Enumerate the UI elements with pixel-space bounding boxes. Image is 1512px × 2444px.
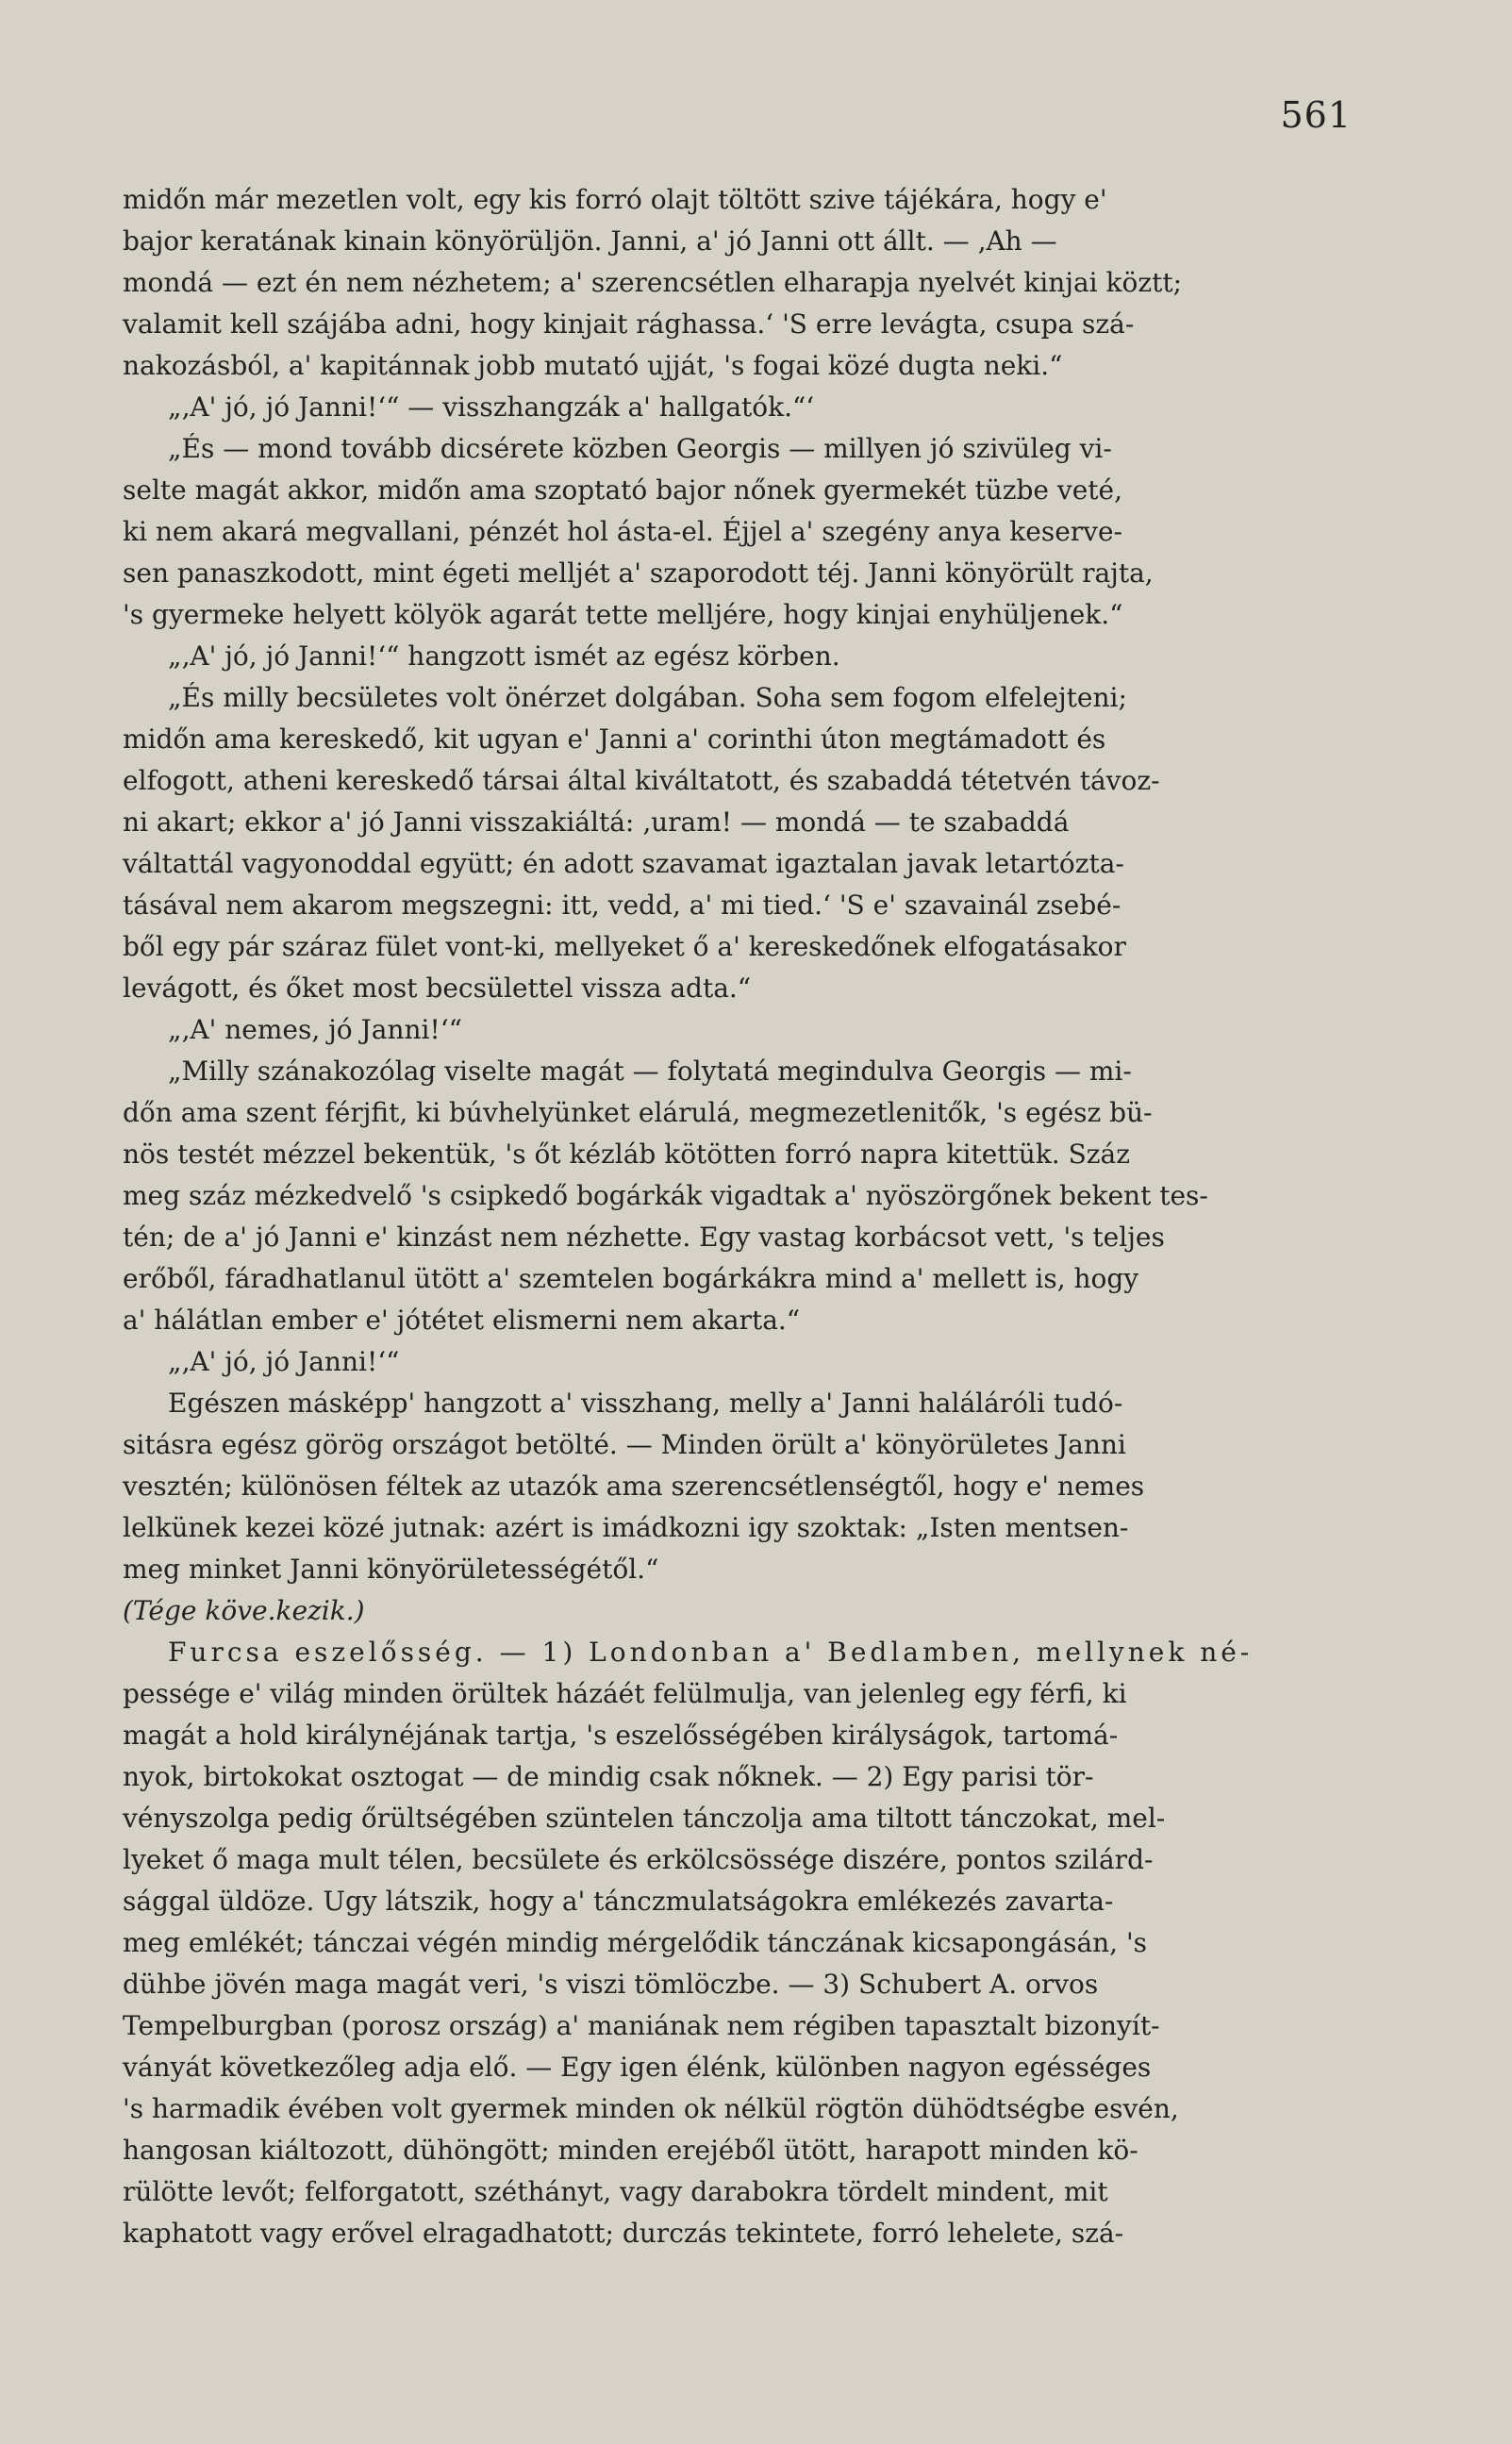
text-line: pessége e' világ minden örültek házáét felülmulja, van jelenleg egy férfi, ki [123,1678,1127,1709]
text-line: kaphatott vagy erővel elragadhatott; durczás tekintete, forró lehelete, szá- [123,2218,1124,2249]
text-line: valamit kell szájába adni, hogy kinjait rághassa.‘ 'S erre levágta, csupa szá- [123,308,1135,340]
text-line: nakozásból, a' kapitánnak jobb mutató ujját, 's fogai közé dugta neki.“ [123,350,1063,381]
text-line: hangosan kiáltozott, dühöngött; minden erejéből ütött, harapott minden kö- [123,2135,1138,2166]
text-line: „‚A' jó, jó Janni!‘“ — visszhangzák a' hallgatók.“‘ [168,391,815,423]
text-line: „Milly szánakozólag viselte magát — folytatá megindulva Georgis — mi- [168,1056,1132,1087]
page-number: 561 [1280,94,1352,136]
text-line: 's harmadik évében volt gyermek minden ok nélkül rögtön dühödtségbe esvén, [123,2093,1179,2124]
text-line: „‚A' nemes, jó Janni!‘“ [168,1014,462,1045]
text-line: 's gyermeke helyett kölyök agarát tette melljére, hogy kinjai enyhüljenek.“ [123,599,1123,630]
text-line: rülötte levőt; felforgatott, széthányt, vagy darabokra tördelt mindent, mit [123,2176,1108,2207]
text-line: sitásra egész görög országot betölté. — Minden örült a' könyörületes Janni [123,1429,1126,1460]
text-line: sen panaszkodott, mint égeti melljét a' szaporodott téj. Janni könyörült rajta, [123,557,1154,589]
text-line: tén; de a' jó Janni e' kinzást nem nézhette. Egy vastag korbácsot vett, 's teljes [123,1222,1165,1253]
text-line: selte magát akkor, midőn ama szoptató bajor nőnek gyermekét tüzbe veté, [123,474,1122,506]
text-line: „És milly becsületes volt önérzet dolgában. Soha sem fogom elfelejteni; [168,682,1127,713]
text-line: ványát következőleg adja elő. — Egy igen élénk, különben nagyon egésséges [123,2052,1152,2083]
text-line: vesztén; különösen féltek az utazók ama szerencsétlenségtől, hogy e' nemes [123,1471,1145,1502]
text-line: Egészen másképp' hangzott a' visszhang, melly a' Janni haláláróli tudó- [168,1388,1123,1419]
text-line: erőből, fáradhatlanul ütött a' szemtelen bogárkákra mind a' mellett is, hogy [123,1263,1139,1294]
text-line: váltattál vagyonoddal együtt; én adott szavamat igaztalan javak letartózta- [123,848,1124,879]
text-line: meg emlékét; tánczai végén mindig mérgelődik tánczának kicsapongásán, 's [123,1927,1148,1958]
text-line: midőn már mezetlen volt, egy kis forró olajt töltött szive tájékára, hogy e' [123,184,1107,215]
text-line: nös testét mézzel bekentük, 's őt kézláb kötötten forró napra kitettük. Száz [123,1139,1130,1170]
text-line: meg minket Janni könyörületességétől.“ [123,1554,659,1585]
continuation-note: (Tége köve.kezik.) [123,1595,365,1626]
text-line: dühbe jövén maga magát veri, 's viszi tömlöczbe. — 3) Schubert A. orvos [123,1969,1099,2000]
text-line: midőn ama kereskedő, kit ugyan e' Janni a' corinthi úton megtámadott és [123,723,1106,755]
text-line: tásával nem akarom megszegni: itt, vedd, a' mi tied.‘ 'S e' szavainál zsebé- [123,889,1122,921]
text-line: mondá — ezt én nem nézhetem; a' szerencsétlen elharapja nyelvét kinjai köztt; [123,267,1183,298]
text-line: ki nem akará megvallani, pénzét hol ásta-el. Éjjel a' szegény anya keserve- [123,516,1123,547]
text-line: levágott, és őket most becsülettel vissza adta.“ [123,973,752,1004]
text-line: magát a hold királynéjának tartja, 's eszelősségében királyságok, tartomá- [123,1720,1119,1751]
text-line: a' hálátlan ember e' jótétet elismerni nem akarta.“ [123,1305,801,1336]
text-line: ből egy pár száraz fület vont-ki, mellyeket ő a' kereskedőnek elfogatásakor [123,931,1126,962]
text-line: bajor keratának kinain könyörüljön. Janni, a' jó Janni ott állt. — ‚Ah — [123,225,1057,257]
text-line: nyok, birtokokat osztogat — de mindig csak nőknek. — 2) Egy parisi tör- [123,1761,1094,1792]
text-line: „És — mond tovább dicsérete közben Georgis — millyen jó szivüleg vi- [168,433,1112,464]
text-line: ni akart; ekkor a' jó Janni visszakiáltá: ‚uram! — mondá — te szabaddá [123,806,1070,838]
text-line: meg száz mézkedvelő 's csipkedő bogárkák vigadtak a' nyöszörgőnek bekent tes- [123,1180,1208,1211]
text-line: elfogott, atheni kereskedő társai által kiváltatott, és szabaddá tétetvén távoz- [123,765,1160,796]
text-line: lyeket ő maga mult télen, becsülete és erkölcsössége diszére, pontos szilárd- [123,1844,1154,1875]
text-line: „‚A' jó, jó Janni!‘“ hangzott ismét az egész körben. [168,640,840,672]
text-line: dőn ama szent férjfit, ki búvhelyünket elárulá, megmezetlenitők, 's egész bü- [123,1097,1153,1128]
text-line: Tempelburgban (porosz ország) a' maniának nem régiben tapasztalt bizonyít- [123,2010,1160,2041]
text-line: lelkünek kezei közé jutnak: azért is imádkozni igy szoktak: „Isten mentsen- [123,1512,1129,1543]
section-heading: Furcsa eszelősség. — 1) Londonban a' Bedlamben, mellynek né- [168,1637,1254,1668]
text-line: sággal üldöze. Ugy látszik, hogy a' tánczmulatságokra emlékezés zavarta- [123,1886,1114,1917]
text-line: „‚A' jó, jó Janni!‘“ [168,1346,400,1377]
text-line: vényszolga pedig őrültségében szüntelen tánczolja ama tiltott tánczokat, mel- [123,1803,1166,1834]
page-text [123,179,1264,2254]
